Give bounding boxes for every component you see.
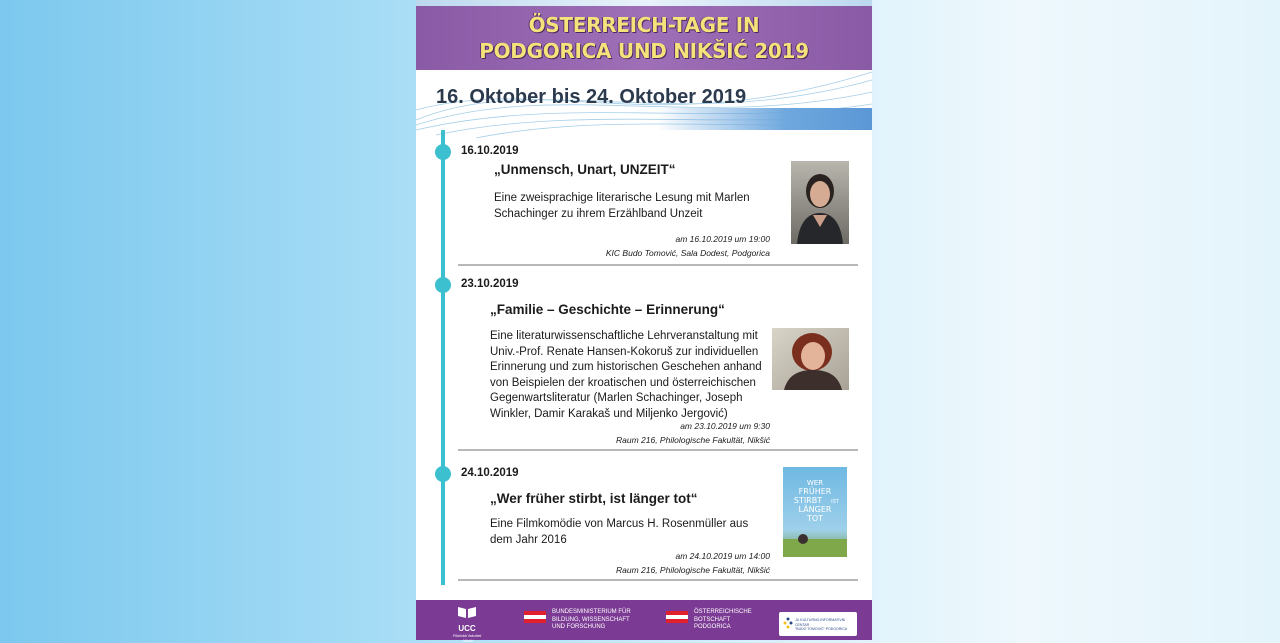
- event-title: „Wer früher stirbt, ist länger tot“: [490, 491, 698, 506]
- ministry-line: BILDUNG, WISSENSCHAFT: [552, 616, 630, 623]
- event-meta: [616, 550, 770, 577]
- event-description: Eine literaturwissenschaftliche Lehrveranstaltung mit Univ.-Prof. Renate Hansen-Kokoruš zur individuellen Erinnerung und zum historischen Geschehen anhand von Beispielen der kroatischen und österreichischen Gegenwartsliteratur (Marlen Schachinger, Joseph Winkler, Damir Karakaš und Miljenko Jergović): [490, 330, 762, 420]
- event-poster: [416, 0, 872, 643]
- timeline-dot: [435, 277, 451, 293]
- ministry-name: [552, 609, 631, 632]
- embassy-line: ÖSTERREICHISCHE: [694, 609, 752, 615]
- event-location: Raum 216, Philologische Fakultät, Nikšić: [615, 434, 770, 445]
- timeline-dot: [435, 144, 451, 160]
- movie-poster-title-line: TOT: [806, 514, 824, 523]
- poster-title-line-2: PODGORICA UND NIKŠIĆ 2019: [479, 39, 809, 63]
- event-location: KIC Budo Tomović, Sala Dodest, Podgorica: [605, 247, 770, 258]
- event-date: 23.10.2019: [461, 278, 519, 290]
- kic-name: [795, 618, 857, 632]
- event-meta: [606, 233, 770, 260]
- embassy-line: BOTSCHAFT: [694, 616, 731, 623]
- sponsor-footer: [416, 600, 872, 643]
- movie-poster-title-line: LÄNGER: [798, 505, 832, 514]
- ministry-line: BUNDESMINISTERIUM FÜR: [552, 609, 631, 615]
- ucc-label: UCC: [458, 624, 476, 633]
- event-meta: [616, 420, 770, 447]
- ucc-sublabel: Filološki fakultet - Nikšić: [452, 633, 482, 643]
- kic-line: "BUDO TOMOVIĆ" PODGORICA: [795, 627, 848, 631]
- speaker-photo: [772, 328, 849, 390]
- movie-poster-title-line: STIRBT: [793, 496, 823, 505]
- event-title: „Unmensch, Unart, UNZEIT“: [494, 162, 676, 177]
- event-time: am 24.10.2019 um 14:00: [675, 551, 770, 561]
- event-description: Eine Filmkomödie von Marcus H. Rosenmüller aus dem Jahr 2016: [490, 518, 749, 546]
- timeline-dot: [435, 466, 451, 482]
- austria-flag-icon: [524, 611, 546, 623]
- kic-logo-icon: [779, 612, 857, 636]
- movie-poster: [783, 467, 847, 557]
- event-date: 16.10.2019: [461, 145, 519, 157]
- speaker-photo: [791, 161, 849, 244]
- austria-flag-icon: [666, 611, 688, 623]
- subtitle-accent-bar: [656, 108, 872, 130]
- event-time: am 23.10.2019 um 9:30: [680, 421, 770, 431]
- embassy-name: [694, 609, 752, 632]
- date-range: 16. Oktober bis 24. Oktober 2019: [436, 86, 747, 108]
- ucc-logo-icon: [452, 605, 482, 643]
- embassy-line: PODGORICA: [694, 624, 731, 630]
- kic-line: JU KULTURNO-INFORMATIVNI CENTAR: [795, 618, 846, 627]
- event-divider: [458, 449, 858, 451]
- event-title: „Familie – Geschichte – Erinnerung“: [490, 302, 725, 317]
- movie-poster-title-line: WER: [806, 479, 824, 487]
- event-date: 24.10.2019: [461, 467, 519, 479]
- event-time: am 16.10.2019 um 19:00: [675, 234, 770, 244]
- movie-poster-title-line: IST: [831, 499, 839, 505]
- ministry-line: UND FORSCHUNG: [552, 624, 606, 630]
- event-description: Eine zweisprachige literarische Lesung mit Marlen Schachinger zu ihrem Erzählband Unzeit: [494, 192, 750, 220]
- event-location: Raum 216, Philologische Fakultät, Nikšić: [615, 564, 770, 575]
- timeline-line: [441, 130, 445, 585]
- movie-poster-title-line: FRÜHER: [798, 487, 832, 496]
- event-divider: [458, 264, 858, 266]
- poster-title-line-1: ÖSTERREICH-TAGE IN: [528, 13, 760, 37]
- event-divider: [458, 579, 858, 581]
